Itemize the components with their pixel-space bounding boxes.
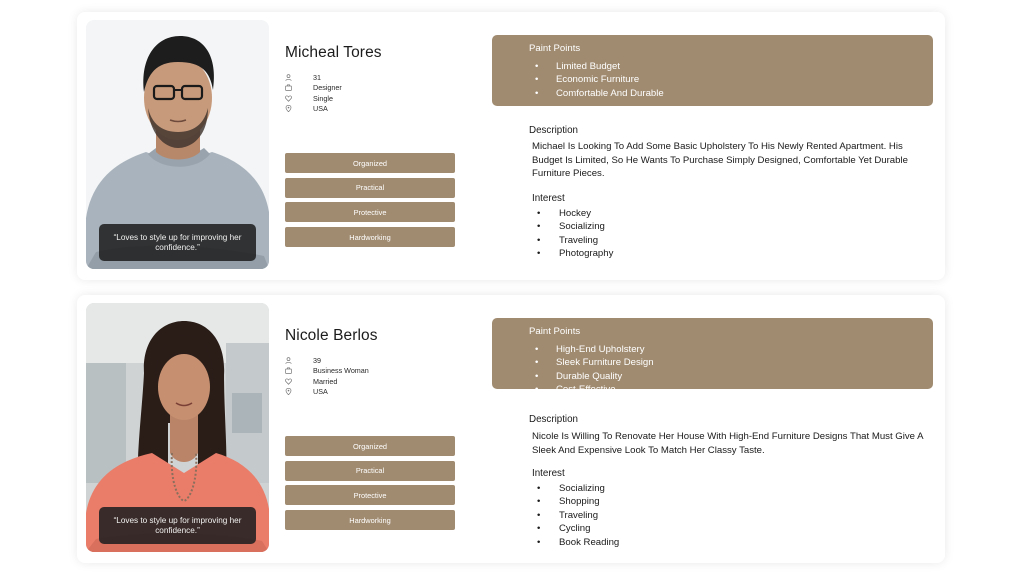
interest-item: • Cycling (532, 522, 619, 535)
trait-tag: Organized (285, 436, 455, 456)
detail-value: Single (313, 93, 333, 103)
pain-points-panel (492, 318, 933, 396)
user-icon (285, 74, 292, 81)
interest-title: Interest (532, 193, 565, 204)
detail-occupation (285, 366, 369, 377)
pain-point-item: • Sleek Furniture Design (529, 356, 654, 369)
interest-item: • Socializing (532, 220, 613, 233)
persona-details (285, 355, 369, 397)
persona-card (77, 295, 945, 563)
persona-card (77, 12, 945, 280)
detail-value: USA (313, 104, 328, 114)
detail-value: Married (313, 376, 338, 386)
pain-point-item: • High-End Upholstery (529, 343, 654, 356)
description-title: Description (529, 414, 579, 425)
pain-point-item: • Comfortable And Durable (529, 87, 664, 100)
description-text: Michael Is Looking To Add Some Basic Upholstery To His Newly Rented Apartment. His Budget Is Limited, So He Wants To Purchase Simply Designed, Comfortable Yet Durable Furniture Pieces. (532, 141, 908, 179)
trait-tag: Organized (285, 153, 455, 173)
interest-title: Interest (532, 468, 565, 479)
pain-point-item: • Limited Budget (529, 60, 664, 73)
description-title: Description (529, 125, 579, 136)
interest-list (532, 482, 619, 549)
trait-tag: Protective (285, 485, 455, 505)
detail-occupation (285, 83, 342, 94)
personality-traits (285, 436, 455, 535)
detail-value: 31 (313, 72, 321, 82)
persona-quote: “Loves to style up for improving her confidence.” (99, 507, 256, 544)
persona-name: Nicole Berlos (285, 327, 378, 344)
heart-icon (285, 95, 292, 102)
persona-photo (86, 20, 269, 269)
detail-location (285, 387, 369, 398)
detail-age (285, 355, 369, 366)
trait-tag: Hardworking (285, 510, 455, 530)
pain-points-title: Paint Points (529, 43, 581, 54)
pain-point-item: • Durable Quality (529, 370, 654, 383)
detail-value: Business Woman (313, 366, 369, 376)
personality-traits (285, 153, 455, 252)
detail-value: USA (313, 387, 328, 397)
briefcase-icon (285, 84, 292, 91)
interest-item: • Shopping (532, 495, 619, 508)
interest-item: • Socializing (532, 482, 619, 495)
interest-list (532, 207, 613, 261)
pain-points-list (529, 60, 664, 100)
persona-details (285, 72, 342, 114)
detail-status (285, 93, 342, 104)
pain-point-item: • Economic Furniture (529, 73, 664, 86)
interest-item: • Book Reading (532, 536, 619, 549)
persona-name: Micheal Tores (285, 44, 382, 61)
trait-tag: Hardworking (285, 227, 455, 247)
pain-points-panel (492, 35, 933, 106)
description-text: Nicole Is Willing To Renovate Her House With High-End Furniture Designs That Must Give A Sleek And Expensive Look To Match Her Classy Taste. (532, 431, 924, 456)
detail-value: Designer (313, 83, 342, 93)
trait-tag: Practical (285, 461, 455, 481)
heart-icon (285, 378, 292, 385)
location-pin-icon (285, 105, 292, 112)
detail-value: 39 (313, 355, 321, 365)
trait-tag: Protective (285, 202, 455, 222)
trait-tag: Practical (285, 178, 455, 198)
interest-item: • Hockey (532, 207, 613, 220)
interest-item: • Traveling (532, 509, 619, 522)
detail-status (285, 376, 369, 387)
detail-age (285, 72, 342, 83)
interest-item: • Traveling (532, 234, 613, 247)
persona-quote: “Loves to style up for improving her confidence.” (99, 224, 256, 261)
interest-item: • Photography (532, 247, 613, 260)
briefcase-icon (285, 367, 292, 374)
location-pin-icon (285, 388, 292, 395)
user-icon (285, 357, 292, 364)
persona-photo (86, 303, 269, 552)
pain-point-item: • Cost-Effective (529, 383, 654, 396)
detail-location (285, 104, 342, 115)
pain-points-list (529, 343, 654, 397)
pain-points-title: Paint Points (529, 326, 581, 337)
